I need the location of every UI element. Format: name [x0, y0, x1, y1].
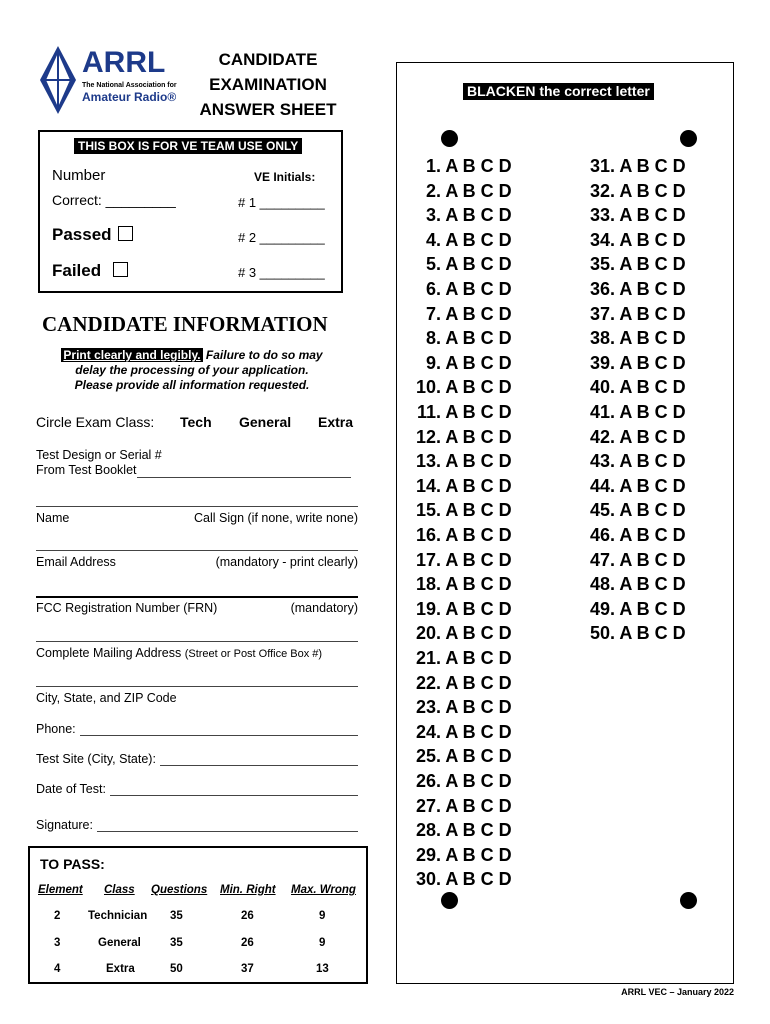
notice-line-3: Please provide all information requested.	[74, 378, 310, 392]
row-questions: 50	[170, 963, 183, 975]
answer-letters[interactable]: A B C D	[441, 377, 512, 398]
answer-letters[interactable]: A B C D	[441, 229, 512, 250]
question-number: 30.	[415, 869, 441, 890]
passed-label: Passed	[52, 225, 112, 244]
answer-row[interactable]	[407, 377, 512, 398]
question-number: 12.	[415, 426, 441, 447]
answer-row[interactable]	[407, 869, 512, 890]
answer-letters[interactable]: A B C D	[441, 623, 512, 644]
answer-letters[interactable]: A B C D	[615, 377, 686, 398]
question-number: 6.	[425, 279, 441, 299]
city-line[interactable]	[36, 686, 358, 687]
answer-row[interactable]	[581, 328, 686, 349]
row-element: 4	[54, 963, 61, 975]
question-number: 46.	[589, 525, 615, 545]
question-number: 14.	[415, 475, 441, 496]
question-number: 4.	[425, 229, 441, 250]
answer-row[interactable]	[407, 697, 512, 718]
answer-row[interactable]	[407, 820, 512, 841]
question-number: 45.	[589, 500, 615, 521]
answer-row[interactable]	[407, 328, 512, 349]
answer-letters[interactable]: A B C D	[441, 795, 512, 816]
question-number: 35.	[589, 254, 615, 275]
ve-initial-3[interactable]: # 3 _________	[238, 265, 325, 280]
signature-field[interactable]	[36, 818, 358, 832]
name-label: Name	[36, 511, 70, 525]
answer-row[interactable]	[581, 500, 686, 521]
answer-letters[interactable]: A B C D	[615, 205, 686, 226]
footer: ARRL VEC – January 2022	[621, 987, 734, 997]
answer-row[interactable]	[407, 402, 512, 423]
question-number: 44.	[589, 475, 615, 496]
question-number: 36.	[589, 279, 615, 299]
question-number: 27.	[415, 795, 441, 816]
answer-letters[interactable]: A B C D	[441, 525, 512, 545]
answer-letters[interactable]: A B C D	[615, 451, 686, 472]
registration-mark	[680, 892, 697, 909]
answer-row[interactable]	[407, 205, 512, 226]
question-number: 23.	[415, 697, 441, 718]
name-line[interactable]	[36, 506, 358, 507]
correct-field[interactable]: Correct: _________	[52, 192, 176, 208]
mailing-row	[36, 646, 358, 660]
question-number: 10.	[415, 377, 441, 398]
answer-letters[interactable]: A B C D	[615, 279, 686, 299]
answer-letters[interactable]: A B C D	[441, 869, 512, 890]
question-number: 7.	[425, 303, 441, 324]
answer-letters[interactable]: A B C D	[441, 844, 512, 865]
answer-row[interactable]	[407, 304, 512, 325]
instructions	[42, 348, 342, 393]
phone-field[interactable]	[36, 722, 358, 736]
answer-heading: BLACKEN the correct letter	[463, 83, 654, 100]
diamond-logo-icon	[38, 44, 78, 116]
registration-mark	[680, 130, 697, 147]
answer-letters[interactable]: A B C D	[615, 328, 686, 349]
test-site-label: Test Site (City, State):	[36, 752, 156, 766]
test-site-field[interactable]	[36, 752, 358, 766]
passed-option[interactable]	[52, 225, 133, 245]
answer-row[interactable]	[407, 648, 512, 669]
row-element: 3	[54, 937, 61, 949]
answer-letters[interactable]: A B C D	[441, 746, 512, 767]
failed-option[interactable]	[52, 261, 128, 281]
answer-letters[interactable]: A B C D	[615, 352, 686, 373]
answer-row[interactable]	[581, 599, 686, 620]
circle-exam-label: Circle Exam Class:	[36, 414, 155, 430]
answer-letters[interactable]: A B C D	[441, 549, 512, 570]
answer-letters[interactable]: A B C D	[441, 426, 512, 447]
answer-letters[interactable]: A B C D	[441, 721, 512, 742]
row-class: Extra	[106, 963, 135, 975]
answer-letters[interactable]: A B C D	[441, 672, 512, 693]
answer-letters[interactable]: A B C D	[615, 623, 686, 644]
failed-checkbox[interactable]	[113, 262, 128, 277]
row-questions: 35	[170, 937, 183, 949]
col-questions: Questions	[151, 884, 208, 896]
registration-mark	[441, 130, 458, 147]
answer-row[interactable]	[407, 230, 512, 251]
question-number: 22.	[415, 672, 441, 693]
question-number: 26.	[415, 771, 441, 791]
answer-letters[interactable]: A B C D	[441, 648, 512, 668]
question-number: 13.	[415, 451, 441, 472]
answer-row[interactable]	[407, 451, 512, 472]
class-extra[interactable]: Extra	[318, 414, 354, 430]
answer-letters[interactable]: A B C D	[615, 574, 686, 595]
logo-sub: Amateur Radio®	[82, 90, 177, 104]
row-element: 2	[54, 910, 61, 922]
email-note: (mandatory - print clearly)	[215, 555, 358, 569]
row-max-wrong: 13	[316, 963, 329, 975]
ve-initial-2[interactable]: # 2 _________	[238, 230, 325, 245]
col-element: Element	[38, 884, 83, 896]
email-line[interactable]	[36, 550, 358, 551]
row-min-right: 26	[241, 910, 254, 922]
name-row	[36, 511, 358, 525]
question-number: 1.	[425, 156, 441, 176]
answer-letters[interactable]: A B C D	[615, 549, 686, 570]
title-line-1: CANDIDATE	[218, 50, 318, 69]
answer-row[interactable]	[407, 156, 512, 177]
failed-label: Failed	[52, 261, 102, 280]
row-questions: 35	[170, 910, 183, 922]
test-design-label-1: Test Design or Serial #	[36, 448, 162, 462]
question-number: 47.	[589, 549, 615, 570]
signature-label: Signature:	[36, 818, 93, 832]
frn-row	[36, 601, 358, 615]
answer-row[interactable]	[407, 427, 512, 448]
ve-box-heading: THIS BOX IS FOR VE TEAM USE ONLY	[74, 138, 302, 154]
question-number: 31.	[589, 156, 615, 176]
answer-letters[interactable]: A B C D	[441, 574, 512, 595]
question-number: 50.	[589, 623, 615, 644]
title-line-2: EXAMINATION	[209, 75, 327, 94]
ve-team-box	[38, 130, 343, 293]
answer-row[interactable]	[407, 525, 512, 546]
answer-row[interactable]	[407, 353, 512, 374]
question-number: 43.	[589, 451, 615, 472]
answer-letters[interactable]: A B C D	[615, 402, 686, 422]
answer-letters[interactable]: A B C D	[441, 500, 512, 521]
frn-label: FCC Registration Number (FRN)	[36, 601, 218, 615]
answer-grid	[396, 62, 734, 984]
answer-letters[interactable]: A B C D	[615, 229, 686, 250]
answer-row[interactable]	[407, 673, 512, 694]
answer-letters[interactable]: A B C D	[441, 180, 512, 201]
answer-row[interactable]	[407, 550, 512, 571]
answer-letters[interactable]: A B C D	[441, 771, 512, 791]
question-number: 9.	[425, 352, 441, 373]
answer-letters[interactable]: A B C D	[615, 500, 686, 521]
question-number: 34.	[589, 229, 615, 250]
frn-note: (mandatory)	[290, 601, 358, 615]
answer-letters[interactable]: A B C D	[441, 279, 512, 299]
question-number: 24.	[415, 721, 441, 742]
answer-row[interactable]	[581, 279, 686, 300]
answer-row[interactable]	[407, 574, 512, 595]
answer-letters[interactable]: A B C D	[441, 697, 512, 718]
col-min-right: Min. Right	[220, 884, 276, 896]
mailing-label: Complete Mailing Address	[36, 646, 182, 660]
question-number: 49.	[589, 598, 615, 619]
ve-initials-label: VE Initials:	[254, 170, 316, 184]
answer-row[interactable]	[407, 623, 512, 644]
question-number: 38.	[589, 328, 615, 349]
answer-letters[interactable]: A B C D	[441, 475, 512, 496]
question-number: 33.	[589, 205, 615, 226]
answer-letters[interactable]: A B C D	[615, 156, 686, 176]
answer-row[interactable]	[581, 254, 686, 275]
question-number: 37.	[589, 303, 615, 324]
logo-tagline: The National Association for	[82, 82, 177, 89]
answer-row[interactable]	[581, 427, 686, 448]
answer-row[interactable]	[581, 525, 686, 546]
passed-checkbox[interactable]	[118, 226, 133, 241]
answer-row[interactable]	[581, 377, 686, 398]
row-max-wrong: 9	[319, 937, 326, 949]
answer-letters[interactable]: A B C D	[615, 254, 686, 275]
phone-label: Phone:	[36, 722, 76, 736]
question-number: 3.	[425, 205, 441, 226]
answer-row[interactable]	[581, 230, 686, 251]
mailing-note: (Street or Post Office Box #)	[184, 648, 323, 660]
question-number: 18.	[415, 574, 441, 595]
col-max-wrong: Max. Wrong	[291, 884, 356, 896]
question-number: 5.	[425, 254, 441, 275]
frn-line[interactable]	[36, 596, 358, 598]
answer-letters[interactable]: A B C D	[441, 254, 512, 275]
answer-letters[interactable]: A B C D	[441, 303, 512, 324]
answer-row[interactable]	[581, 574, 686, 595]
question-number: 28.	[415, 820, 441, 841]
print-clearly: Print clearly and legibly.	[63, 348, 201, 362]
exam-class-row	[36, 414, 358, 430]
answer-row[interactable]	[407, 599, 512, 620]
question-number: 2.	[425, 180, 441, 201]
question-number: 15.	[415, 500, 441, 521]
answer-row[interactable]	[407, 722, 512, 743]
to-pass-table	[28, 846, 368, 984]
to-pass-heading: TO PASS:	[40, 856, 105, 872]
row-max-wrong: 9	[319, 910, 326, 922]
row-min-right: 37	[241, 963, 254, 975]
answer-row[interactable]	[407, 500, 512, 521]
registration-mark	[441, 892, 458, 909]
page-title	[188, 47, 348, 122]
answer-letters[interactable]: A B C D	[441, 205, 512, 226]
answer-row[interactable]	[581, 304, 686, 325]
answer-row[interactable]	[581, 156, 686, 177]
answer-letters[interactable]: A B C D	[441, 328, 512, 349]
class-general[interactable]: General	[239, 414, 292, 430]
notice-line-2: delay the processing of your application.	[75, 363, 309, 377]
question-number: 16.	[415, 525, 441, 545]
mailing-line[interactable]	[36, 641, 358, 642]
answer-row[interactable]	[407, 845, 512, 866]
answer-row[interactable]	[581, 402, 686, 423]
question-number: 42.	[589, 426, 615, 447]
answer-row[interactable]	[407, 181, 512, 202]
answer-row[interactable]	[407, 746, 512, 767]
answer-row[interactable]	[581, 181, 686, 202]
date-label: Date of Test:	[36, 782, 106, 796]
question-number: 40.	[589, 377, 615, 398]
question-number: 19.	[415, 598, 441, 619]
question-number: 8.	[425, 328, 441, 349]
answer-row[interactable]	[407, 771, 512, 792]
answer-row[interactable]	[407, 476, 512, 497]
answer-letters[interactable]: A B C D	[615, 303, 686, 324]
question-number: 11.	[416, 402, 441, 422]
question-number: 20.	[415, 623, 441, 644]
answer-letters[interactable]: A B C D	[441, 451, 512, 472]
col-class: Class	[104, 884, 135, 896]
test-design-field[interactable]	[36, 448, 358, 478]
answer-letters[interactable]: A B C D	[615, 180, 686, 201]
answer-letters[interactable]: A B C D	[441, 820, 512, 841]
candidate-info-heading: CANDIDATE INFORMATION	[42, 312, 328, 336]
answer-row[interactable]	[407, 279, 512, 300]
title-line-3: ANSWER SHEET	[199, 100, 337, 119]
date-field[interactable]	[36, 782, 358, 796]
answer-row[interactable]	[407, 796, 512, 817]
answer-letters[interactable]: A B C D	[615, 598, 686, 619]
question-number: 48.	[589, 574, 615, 595]
answer-letters[interactable]: A B C D	[615, 475, 686, 496]
question-number: 29.	[415, 844, 441, 865]
answer-letters[interactable]: A B C D	[615, 525, 686, 545]
row-class: Technician	[88, 910, 148, 922]
answer-row[interactable]	[581, 476, 686, 497]
answer-letters[interactable]: A B C D	[441, 352, 512, 373]
question-number: 17.	[415, 549, 441, 570]
question-number: 32.	[589, 180, 615, 201]
question-number: 21.	[415, 648, 441, 668]
row-min-right: 26	[241, 937, 254, 949]
number-label: Number	[52, 167, 106, 184]
email-row	[36, 555, 358, 569]
answer-letters[interactable]: A B C D	[441, 598, 512, 619]
city-label: City, State, and ZIP Code	[36, 691, 177, 705]
answer-row[interactable]	[407, 254, 512, 275]
arrl-logo	[38, 44, 188, 116]
question-number: 41.	[589, 402, 615, 422]
answer-letters[interactable]: A B C D	[615, 426, 686, 447]
answer-row[interactable]	[581, 205, 686, 226]
answer-row[interactable]	[581, 353, 686, 374]
answer-letters[interactable]: A B C D	[441, 156, 512, 176]
call-sign-label: Call Sign (if none, write none)	[194, 511, 358, 525]
logo-brand: ARRL	[82, 46, 166, 79]
test-design-label-2: From Test Booklet	[36, 463, 137, 477]
class-tech[interactable]: Tech	[180, 414, 212, 430]
answer-row[interactable]	[581, 451, 686, 472]
notice-line-1: Failure to do so may	[202, 348, 323, 362]
email-label: Email Address	[36, 555, 116, 569]
answer-row[interactable]	[581, 623, 686, 644]
answer-letters[interactable]: A B C D	[441, 402, 512, 422]
answer-row[interactable]	[581, 550, 686, 571]
ve-initial-1[interactable]: # 1 _________	[238, 195, 325, 210]
row-class: General	[98, 937, 141, 949]
question-number: 25.	[415, 746, 441, 767]
question-number: 39.	[589, 352, 615, 373]
